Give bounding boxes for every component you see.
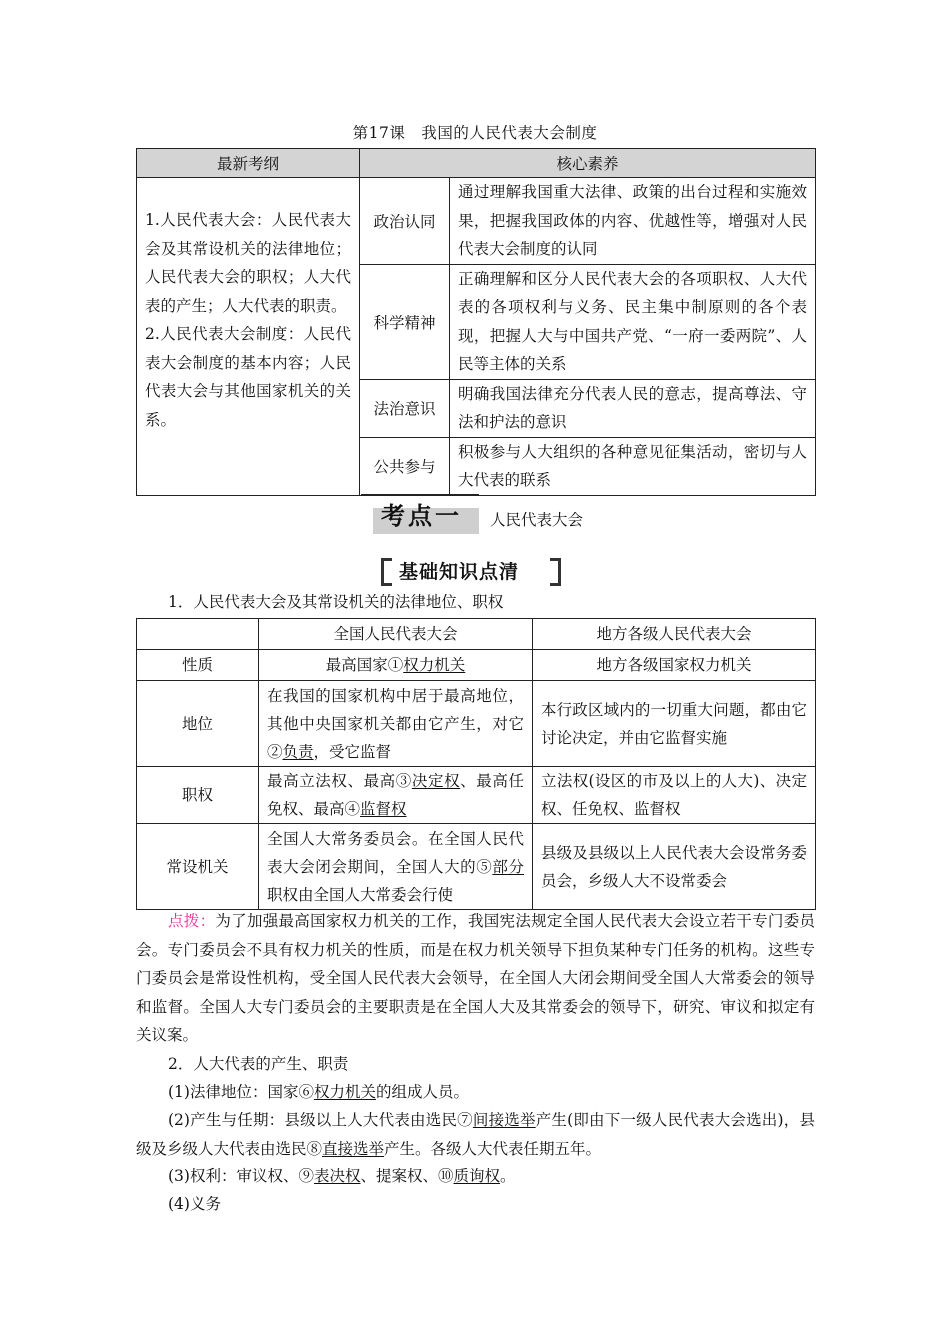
local-standing: 县级及县级以上人民代表大会设常务委员会，乡级人大不设常委会 — [533, 824, 816, 910]
curriculum-table — [136, 148, 816, 496]
banner-text: 基础知识点清 — [399, 561, 520, 583]
header-latest-outline: 最新考纲 — [137, 149, 360, 178]
tip-label: 点拨： — [168, 912, 216, 930]
lesson-title: 第17课 我国的人民代表大会制度 — [352, 124, 598, 142]
outline-intro — [137, 178, 360, 496]
national-powers: 最高立法权、最高③决定权、最高任免权、最高④监督权 — [259, 767, 533, 824]
header-national: 全国人民代表大会 — [259, 619, 533, 650]
section-badge — [361, 494, 479, 536]
category-science: 科学精神 — [360, 264, 450, 379]
tip-paragraph — [136, 907, 815, 1050]
desc-science: 正确理解和区分人民代表大会的各项职权、人大代表的各项权利与义务、民主集中制原则的各个表现，把握人大与中国共产党、“一府一委两院”、人民等主体的关系 — [450, 264, 816, 379]
knowledge-banner — [381, 557, 561, 583]
desc-political: 通过理解我国重大法律、政策的出台过程和实施效果，把握我国政体的内容、优越性等，增强对人民代表大会制度的认同 — [450, 178, 816, 265]
legal-status: (1)法律地位：国家⑥权力机关的组成人员。 — [168, 1083, 469, 1101]
label-powers: 职权 — [137, 767, 259, 824]
desc-participation: 积极参与人大组织的各种意见征集活动，密切与人大代表的联系 — [450, 437, 816, 495]
category-participation: 公共参与 — [360, 437, 450, 495]
rights: (3)权利：审议权、⑨表决权、提案权、⑩质询权。 — [168, 1167, 516, 1185]
national-nature: 最高国家①权力机关 — [259, 650, 533, 681]
local-status: 本行政区域内的一切重大问题，都由它讨论决定，并由它监督实施 — [533, 681, 816, 767]
label-nature: 性质 — [137, 650, 259, 681]
desc-law: 明确我国法律充分代表人民的意志，提高尊法、守法和护法的意识 — [450, 379, 816, 437]
local-powers: 立法权(设区的市及以上的人大)、决定权、任免权、监督权 — [533, 767, 816, 824]
label-status: 地位 — [137, 681, 259, 767]
category-law: 法治意识 — [360, 379, 450, 437]
npc-table — [136, 618, 816, 910]
national-standing: 全国人大常务委员会。在全国人民代表大会闭会期间，全国人大的⑤部分职权由全国人大常委会行使 — [259, 824, 533, 910]
national-status: 在我国的国家机构中居于最高地位，其他中央国家机关都由它产生，对它②负责，受它监督 — [259, 681, 533, 767]
section-name: 人民代表大会 — [490, 511, 584, 529]
header-core-literacy: 核心素养 — [360, 149, 816, 178]
duties: (4)义务 — [168, 1195, 221, 1213]
category-political: 政治认同 — [360, 178, 450, 265]
outline-intro-text: 1.人民代表大会：人民代表大会及其常设机关的法律地位；人民代表大会的职权；人大代表的产生；人大代表的职责。 2.人民代表大会制度：人民代表大会制度的基本内容；人民代表大会与其他国家机关的关系。 — [145, 211, 351, 429]
section-badge-text: 考点一 — [381, 502, 462, 530]
label-standing: 常设机关 — [137, 824, 259, 910]
local-nature: 地方各级国家权力机关 — [533, 650, 816, 681]
election-term: (2)产生与任期：县级以上人大代表由选民⑦间接选举产生(即由下一级人民代表大会选出)，县级及乡级人大代表由选民⑧直接选举产生。各级人大代表任期五年。 — [136, 1111, 815, 1158]
item1-title: 1．人民代表大会及其常设机关的法律地位、职权 — [168, 593, 504, 611]
header-local: 地方各级人民代表大会 — [533, 619, 816, 650]
item2-title: 2．人大代表的产生、职责 — [168, 1055, 349, 1073]
header-empty — [137, 619, 259, 650]
tip-text: 为了加强最高国家权力机关的工作，我国宪法规定全国人民代表大会设立若干专门委员会。专门委员会不具有权力机关的性质，而是在权力机关领导下担负某种专门任务的机构。这些专门委员会是常设性机构，受全国人民代表大会领导，在全国人大闭会期间受全国人大常委会的领导和监督。全国人大专门委员会的主要职责是在全国人大及其常委会的领导下，研究、审议和拟定有关议案。 — [136, 912, 815, 1044]
